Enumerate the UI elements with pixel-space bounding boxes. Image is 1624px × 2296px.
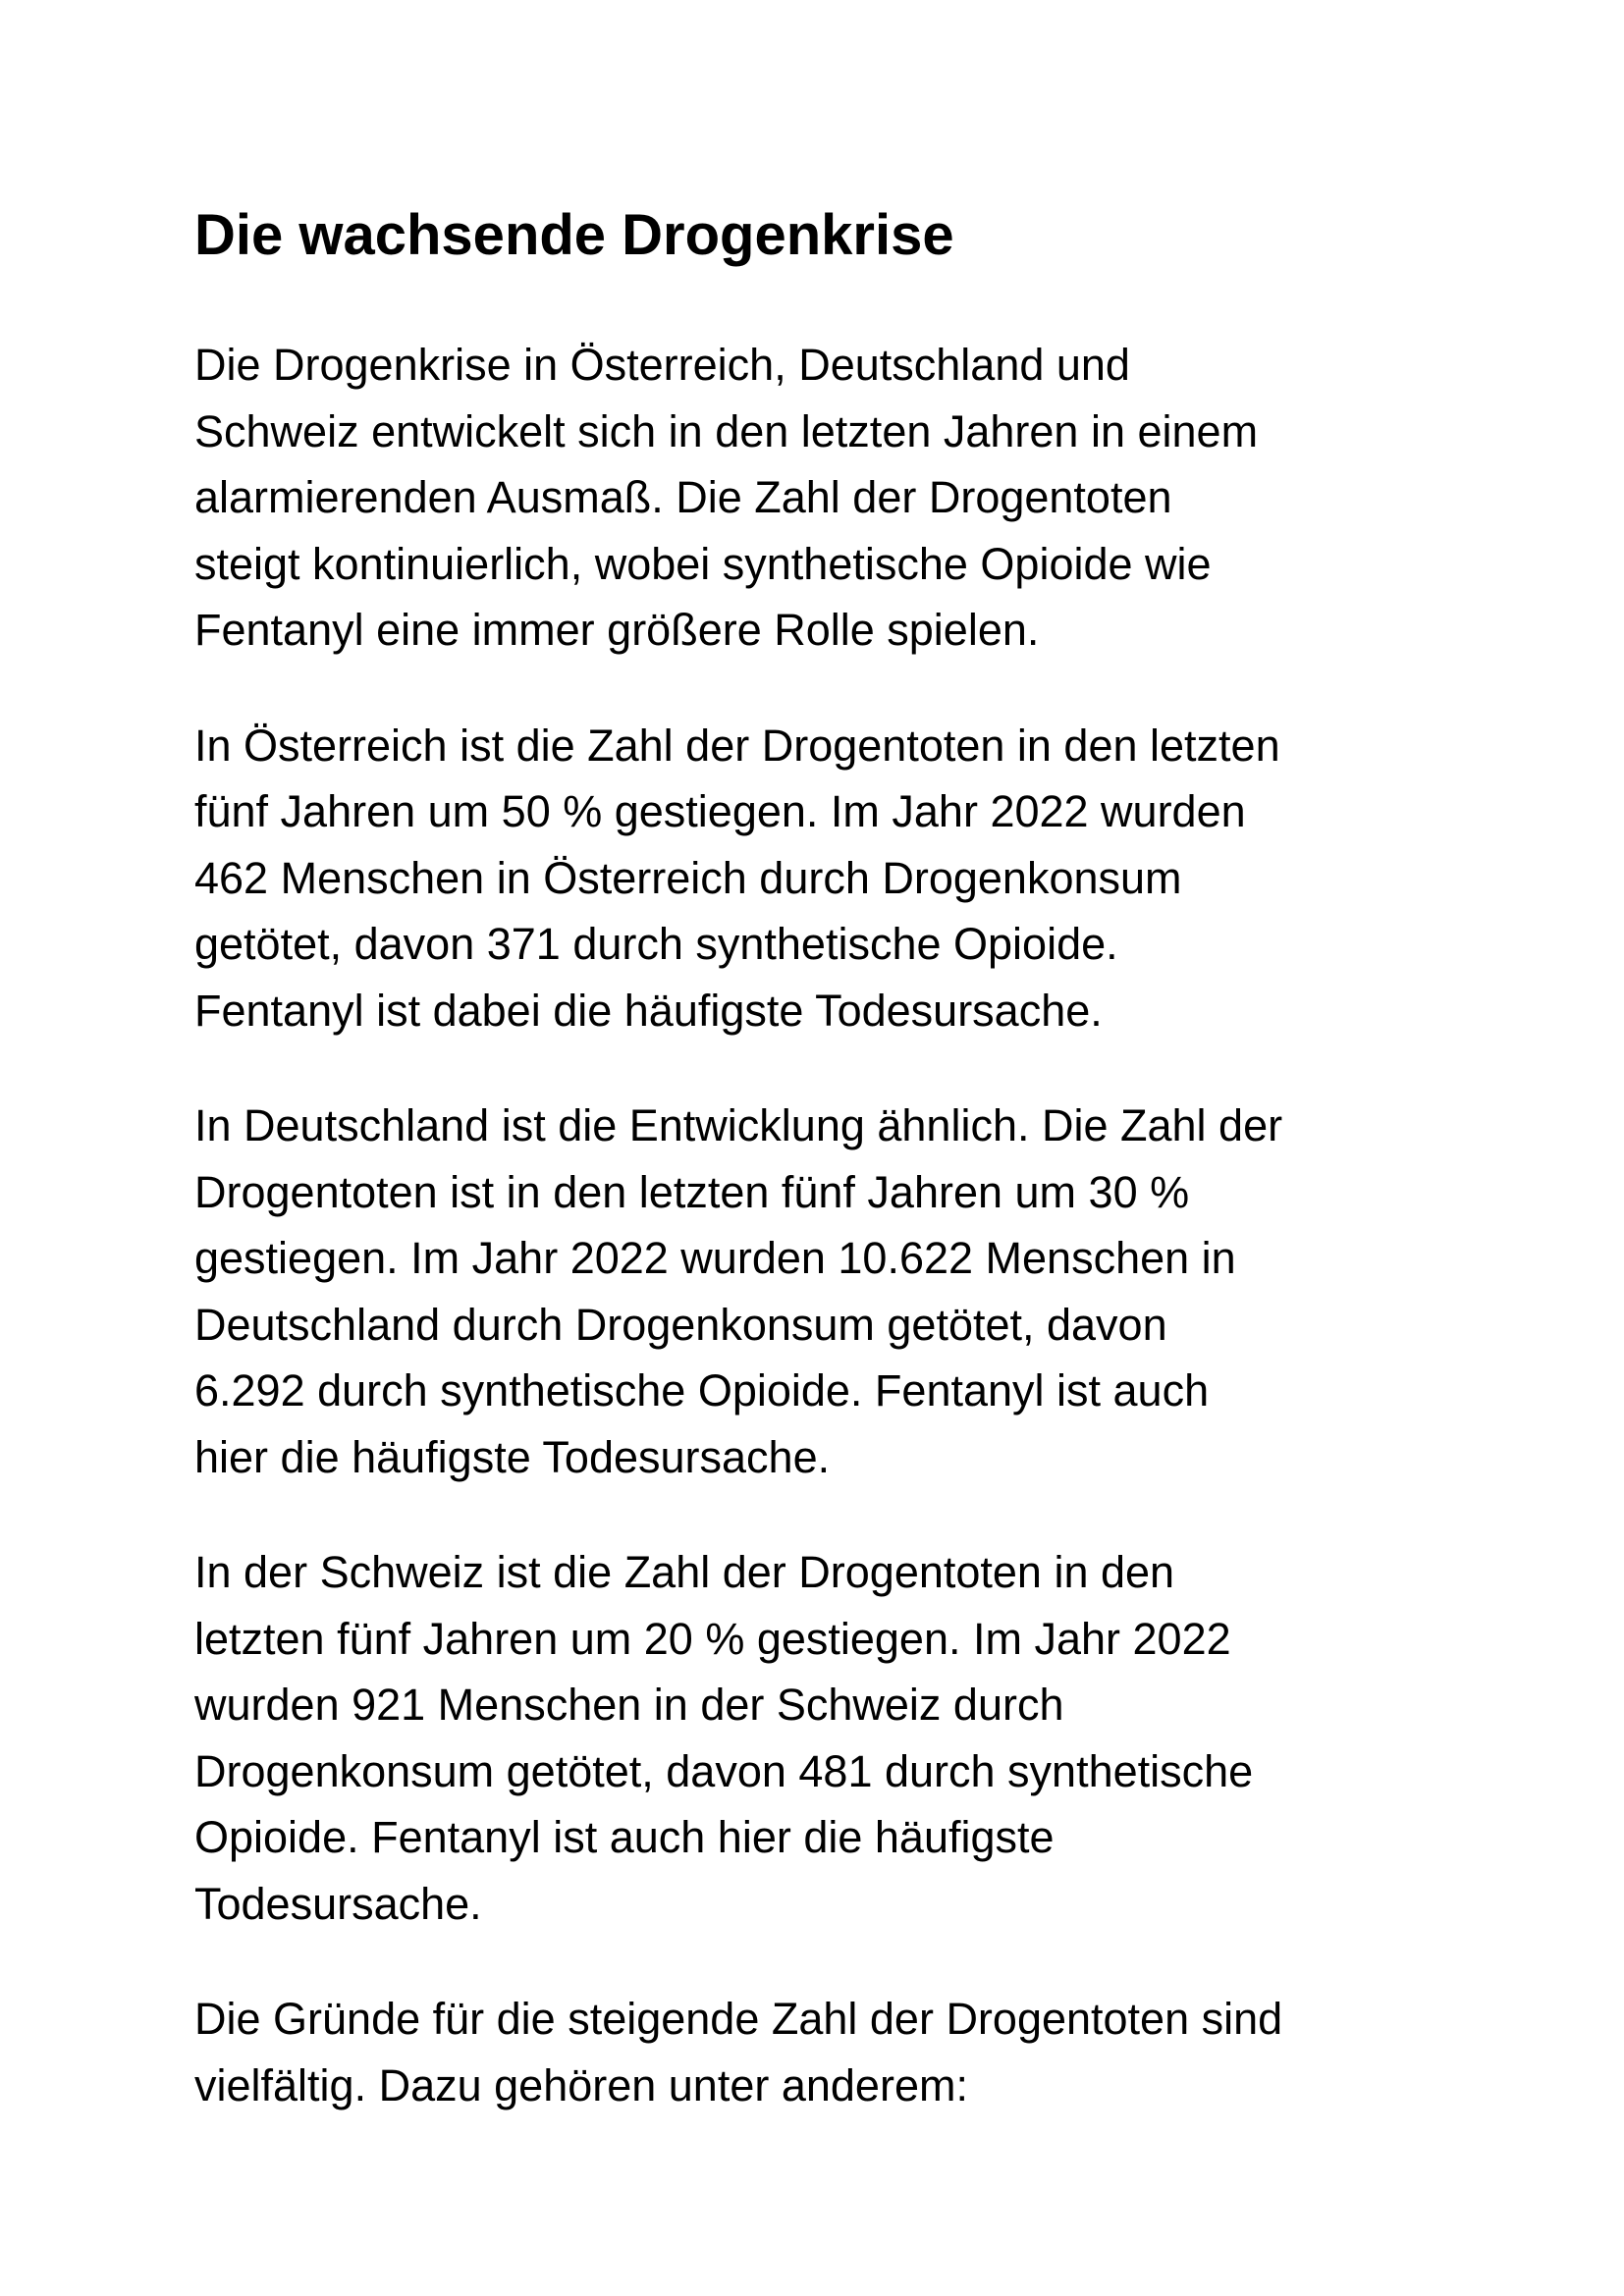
paragraph-line: Drogentoten ist in den letzten fünf Jahren um 30 % — [194, 1166, 1190, 1217]
paragraph-line: vielfältig. Dazu gehören unter anderem: — [194, 2059, 968, 2110]
paragraph-line: alarmierenden Ausmaß. Die Zahl der Drogentoten — [194, 472, 1172, 522]
paragraph-line: steigt kontinuierlich, wobei synthetische Opioide wie — [194, 538, 1212, 589]
paragraph-line: Die Gründe für die steigende Zahl der Drogentoten sind — [194, 1994, 1283, 2044]
paragraph-line: Opioide. Fentanyl ist auch hier die häufigste — [194, 1812, 1055, 1862]
paragraph-line: letzten fünf Jahren um 20 % gestiegen. Im Jahr 2022 — [194, 1613, 1231, 1664]
paragraph-line: Schweiz entwickelt sich in den letzten Jahren in einem — [194, 405, 1259, 456]
paragraph-line: Deutschland durch Drogenkonsum getötet, davon — [194, 1299, 1167, 1350]
paragraph-line: 462 Menschen in Österreich durch Drogenkonsum — [194, 852, 1182, 903]
paragraph-switzerland — [194, 1539, 1471, 1937]
paragraph-austria — [194, 713, 1471, 1044]
paragraph-reasons — [194, 1986, 1471, 2118]
paragraph-line: 6.292 durch synthetische Opioide. Fentanyl ist auch — [194, 1365, 1210, 1415]
paragraph-line: gestiegen. Im Jahr 2022 wurden 10.622 Menschen in — [194, 1233, 1236, 1283]
document-title: Die wachsende Drogenkrise — [194, 203, 954, 267]
paragraph-line: wurden 921 Menschen in der Schweiz durch — [194, 1680, 1064, 1730]
paragraph-line: getötet, davon 371 durch synthetische Opioide. — [194, 919, 1118, 969]
paragraph-line: In Deutschland ist die Entwicklung ähnlich. Die Zahl der — [194, 1100, 1283, 1150]
paragraph-line: fünf Jahren um 50 % gestiegen. Im Jahr 2022 wurden — [194, 786, 1246, 836]
paragraph-line: Drogenkonsum getötet, davon 481 durch synthetische — [194, 1745, 1254, 1796]
paragraph-intro — [194, 332, 1471, 664]
paragraph-line: In der Schweiz ist die Zahl der Drogentoten in den — [194, 1547, 1175, 1597]
paragraph-line: hier die häufigste Todesursache. — [194, 1431, 831, 1482]
paragraph-line: Die Drogenkrise in Österreich, Deutschland und — [194, 340, 1130, 390]
paragraph-line: Fentanyl eine immer größere Rolle spielen. — [194, 605, 1040, 655]
paragraph-line: Fentanyl ist dabei die häufigste Todesursache. — [194, 985, 1103, 1036]
paragraph-line: In Österreich ist die Zahl der Drogentoten in den letzten — [194, 720, 1280, 771]
document-body — [194, 196, 1471, 2167]
paragraph-line: Todesursache. — [194, 1878, 482, 1929]
paragraph-germany — [194, 1093, 1471, 1490]
